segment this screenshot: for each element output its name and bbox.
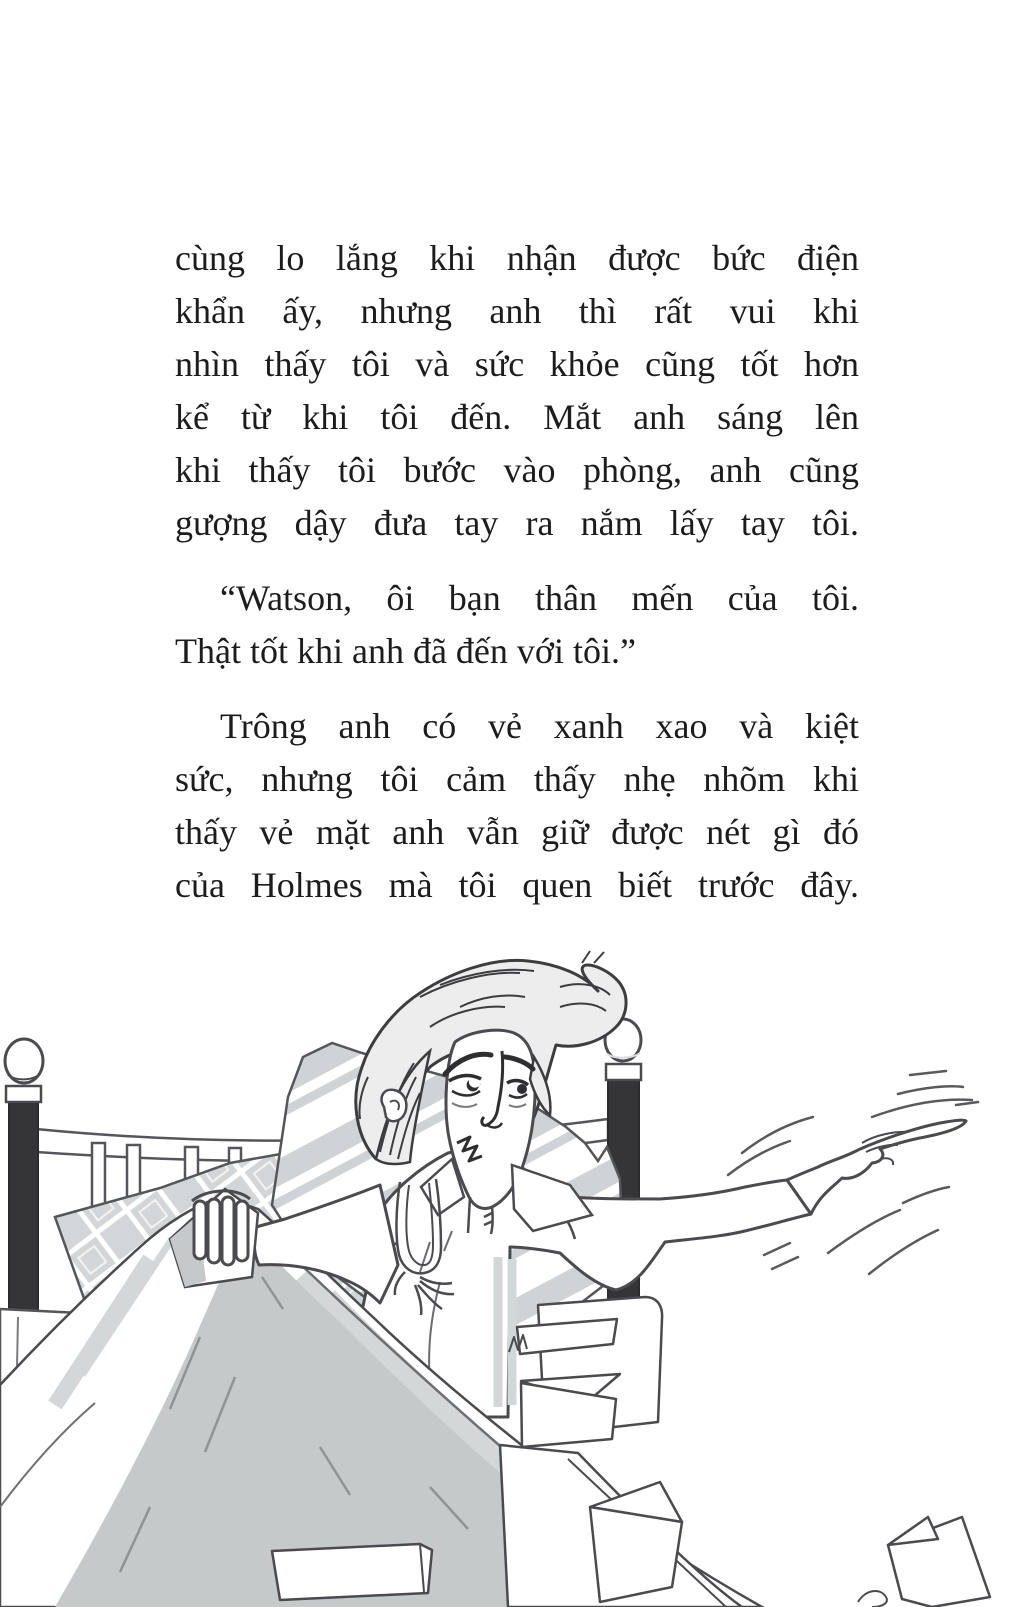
- text-line: kể từ khi tôi đến. Mắt anh sáng lên: [175, 397, 859, 437]
- text-line: của Holmes mà tôi quen biết trước đây.: [175, 865, 859, 905]
- ear: [382, 1090, 407, 1121]
- text-line: Trông anh có vẻ xanh xao và kiệt: [220, 706, 859, 746]
- falling-paper: [888, 1517, 990, 1607]
- text-line: sức, nhưng tôi cảm thấy nhẹ nhõm khi: [175, 759, 859, 799]
- text-line: nhìn thấy tôi và sức khỏe cũng tốt hơn: [175, 344, 859, 384]
- text-line: “Watson, ôi bạn thân mến của tôi.: [220, 578, 859, 618]
- pointing-hand: [787, 1120, 966, 1214]
- paper-on-blanket: [272, 1544, 432, 1600]
- right-pupil: [517, 1084, 527, 1094]
- story-text: [175, 210, 859, 934]
- holmes-in-bed-illustration: [0, 947, 1032, 1607]
- text-line: khi thấy tôi bước vào phòng, anh cũng: [175, 450, 859, 490]
- text-line: thấy vẻ mặt anh vẫn giữ được nét gì đó: [175, 812, 859, 852]
- text-line: gượng dậy đưa tay ra nắm lấy tay tôi.: [175, 503, 859, 543]
- text-line: khẩn ấy, nhưng anh thì rất vui khi: [175, 291, 859, 331]
- left-bedpost: [5, 1039, 43, 1311]
- text-line: cùng lo lắng khi nhận được bức điện: [175, 238, 859, 278]
- text-line: Thật tốt khi anh đã đến với tôi.”: [175, 631, 636, 671]
